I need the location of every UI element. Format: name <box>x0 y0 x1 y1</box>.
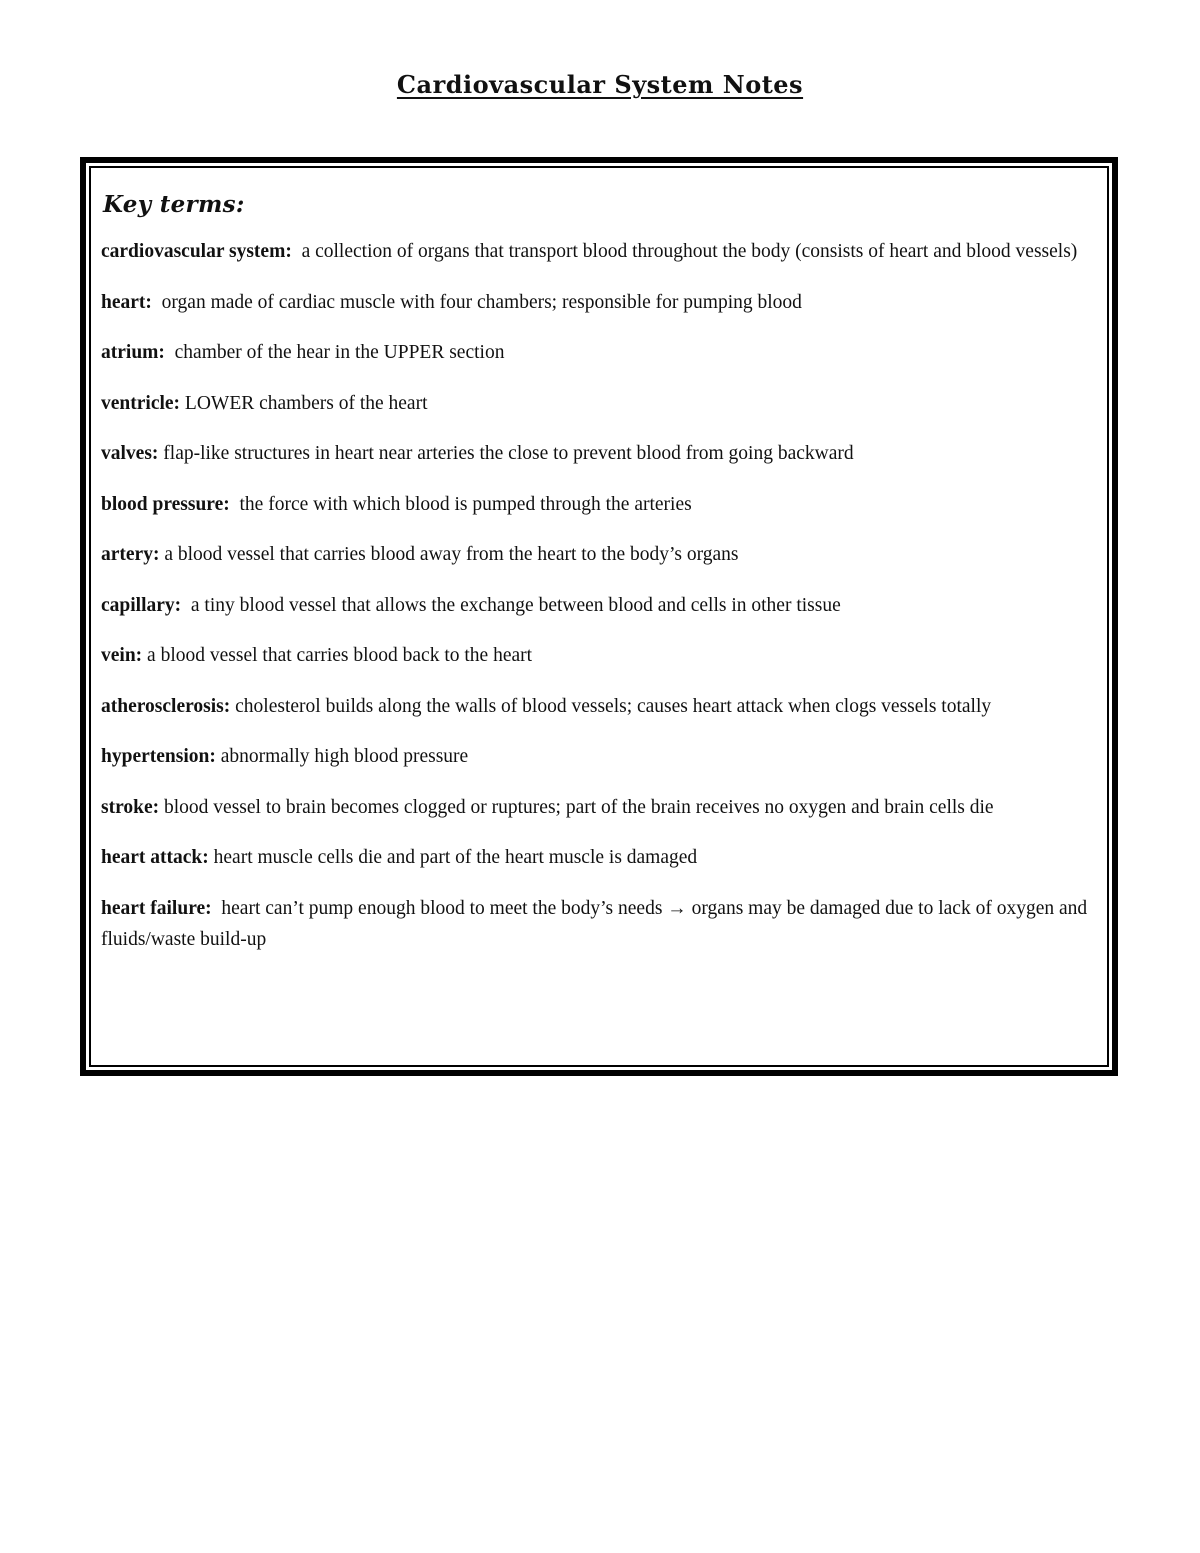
term-name: heart failure: <box>101 897 212 919</box>
term-definition: cholesterol builds along the walls of blood vessels; causes heart attack when clogs vessels totally <box>235 695 992 717</box>
term-name: capillary: <box>101 594 182 616</box>
term-item <box>101 691 1097 722</box>
term-item <box>101 438 1097 469</box>
term-name: valves: <box>101 443 159 464</box>
term-definition: a collection of organs that transport blood throughout the body (consists of heart and blood vessels) <box>301 241 1078 262</box>
section-heading: Key terms: <box>103 191 245 218</box>
term-name: atherosclerosis: <box>101 695 231 717</box>
term-item <box>101 236 1097 267</box>
term-item <box>101 640 1097 671</box>
term-name: artery: <box>101 544 160 565</box>
term-definition: a blood vessel that carries blood away from the heart to the body’s organs <box>164 544 739 565</box>
term-item <box>101 337 1097 368</box>
term-name: hypertension: <box>101 746 216 767</box>
term-item <box>101 893 1097 955</box>
term-name: ventricle: <box>101 392 181 414</box>
term-name: heart attack: <box>101 847 209 868</box>
term-name: cardiovascular system: <box>101 241 292 262</box>
term-item <box>101 792 1097 823</box>
term-definition: chamber of the hear in the UPPER section <box>174 342 505 363</box>
term-name: heart: <box>101 291 152 313</box>
term-item <box>101 842 1097 873</box>
term-list <box>101 236 1097 955</box>
key-terms-inner-box <box>89 166 1109 1067</box>
term-definition: a blood vessel that carries blood back to the heart <box>147 645 533 666</box>
term-name: stroke: <box>101 796 160 818</box>
term-definition: flap-like structures in heart near arteries the close to prevent blood from going backward <box>163 443 854 464</box>
term-definition: abnormally high blood pressure <box>220 746 469 767</box>
term-definition: organ made of cardiac muscle with four chambers; responsible for pumping blood <box>161 291 802 313</box>
term-name: blood pressure: <box>101 493 230 515</box>
key-terms-box <box>80 157 1118 1076</box>
term-definition: the force with which blood is pumped through the arteries <box>239 493 692 515</box>
term-item <box>101 388 1097 419</box>
term-item <box>101 539 1097 570</box>
page-title: Cardiovascular System Notes <box>396 70 804 99</box>
term-name: atrium: <box>101 342 165 363</box>
term-definition: blood vessel to brain becomes clogged or ruptures; part of the brain receives no oxygen and brain cells die <box>164 796 994 818</box>
term-name: vein: <box>101 645 143 666</box>
term-item <box>101 489 1097 520</box>
term-item <box>101 287 1097 318</box>
term-definition: heart can’t pump enough blood to meet the body’s needs → organs may be damaged due to lack of oxygen and fluids/waste build-up <box>101 897 1088 950</box>
term-definition: heart muscle cells die and part of the heart muscle is damaged <box>213 847 698 868</box>
term-definition: LOWER chambers of the heart <box>184 392 428 414</box>
term-item <box>101 741 1097 772</box>
term-definition: a tiny blood vessel that allows the exchange between blood and cells in other tissue <box>190 594 841 616</box>
term-item <box>101 590 1097 621</box>
